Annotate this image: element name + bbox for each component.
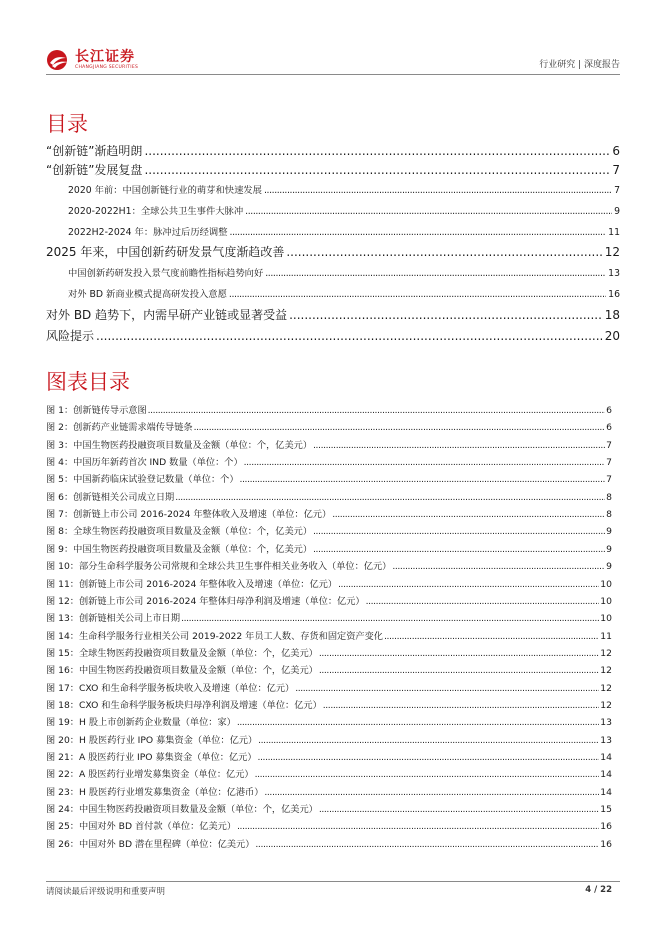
figure-entry-text: 图 16：中国生物医药投融资项目数量及金额（单位：个，亿美元） [46,665,318,677]
figure-entry-page: 9 [606,561,612,573]
toc-subentry[interactable] [68,182,620,196]
figure-list-entry[interactable] [46,645,612,659]
toc-entry-page: 12 [604,245,620,259]
figure-entry-page: 7 [606,439,612,451]
toc-entry-page: 13 [608,268,620,279]
logo-text-en: CHANGJIANG SECURITIES [75,64,139,70]
figures-list-title: 图表目录 [46,370,130,394]
toc-entry[interactable] [46,306,620,323]
toc-entry[interactable] [46,161,620,178]
figure-entry-page: 7 [606,457,612,469]
figure-entry-text: 图 12：创新链上市公司 2016-2024 年整体归母净利润及增速（单位：亿元） [46,595,365,607]
figure-entry-page: 14 [600,786,612,798]
logo-text-cn: 长江证券 [75,48,135,65]
figure-entry-page: 13 [600,734,612,746]
toc-entry-text: 2020 年前：中国创新链行业的萌芽和快速发展 [68,185,262,196]
report-category: 行业研究 | 深度报告 [539,60,620,70]
figure-list-entry[interactable] [46,489,612,503]
figure-list-entry[interactable] [46,662,612,676]
toc-entry-text: 对外 BD 新商业模式提高研发投入意愿 [68,289,227,300]
toc-entry-text: 2025 年来，中国创新药研发景气度渐趋改善 [46,245,285,259]
figure-list-entry[interactable] [46,454,612,468]
toc-entry-text: 2020-2022H1：全球公共卫生事件大脉冲 [68,206,244,217]
figure-entry-page: 6 [606,405,612,416]
toc-entry-text: 对外 BD 趋势下，内需早研产业链或显著受益 [46,308,288,322]
figure-list-entry[interactable] [46,402,612,416]
toc-entry-page: 11 [608,227,620,238]
figure-list-entry[interactable] [46,437,612,451]
disclaimer-note: 请阅读最后评级说明和重要声明 [46,887,166,897]
figure-list-entry[interactable] [46,749,612,763]
figure-entry-page: 12 [600,699,612,711]
figure-entry-text: 图 1：创新链传导示意图 [46,405,147,416]
figure-list-entry[interactable] [46,541,612,555]
figure-list-entry[interactable] [46,697,612,711]
header-divider [46,74,620,75]
figure-list-entry[interactable] [46,801,612,815]
figure-entry-text: 图 2：创新药产业链需求端传导链条 [46,422,193,434]
figure-entry-text: 图 10：部分生命科学服务公司常规和全球公共卫生事件相关业务收入（单位：亿元） [46,561,392,573]
figure-entry-text: 图 14：生命科学服务行业相关公司 2019-2022 年员工人数、存货和固定资产变化 [46,630,383,642]
figure-list-entry[interactable] [46,766,612,780]
toc-entry-page: 7 [614,185,620,196]
toc-entry-page: 9 [614,206,620,217]
figure-entry-text: 图 11：创新链上市公司 2016-2024 年整体收入及增速（单位：亿元） [46,578,338,590]
toc-subentry[interactable] [68,224,620,238]
figure-entry-page: 10 [600,578,612,590]
toc-entry-text: “创新链”发展复盘 [46,163,143,177]
toc-subentry[interactable] [68,265,620,279]
figure-list-entry[interactable] [46,818,612,832]
toc-title: 目录 [46,112,88,136]
toc-entry-page: 18 [604,308,620,322]
figure-entry-page: 9 [606,543,612,555]
toc-entry-page: 20 [604,329,620,343]
figure-entry-text: 图 22：A 股医药行业增发募集资金（单位：亿元） [46,769,254,781]
figure-entry-page: 9 [606,526,612,538]
figure-entry-text: 图 24：中国生物医药投融资项目数量及金额（单位：个，亿美元） [46,804,318,816]
figure-entry-page: 12 [600,682,612,694]
toc-entry[interactable] [46,142,620,159]
page-number: 4 / 22 [585,885,612,895]
figure-entry-page: 8 [606,509,612,521]
figure-entry-page: 14 [600,769,612,781]
toc-entry-text: 风险提示 [46,329,95,343]
figure-entry-text: 图 21：A 股医药行业 IPO 募集资金（单位：亿元） [46,752,257,763]
figure-entry-page: 10 [600,595,612,607]
figure-entry-page: 13 [600,717,612,729]
figure-list-entry[interactable] [46,732,612,746]
figure-list-entry[interactable] [46,523,612,537]
figure-entry-page: 16 [600,821,612,833]
company-logo [46,46,138,74]
figure-entry-text: 图 4：中国历年新药首次 IND 数量（单位：个） [46,457,243,469]
figure-entry-text: 图 5：中国新药临床试验登记数量（单位：个） [46,474,239,486]
figure-list-entry[interactable] [46,836,612,850]
figure-entry-page: 14 [600,752,612,763]
figure-entry-text: 图 25：中国对外 BD 首付款（单位：亿美元） [46,821,237,833]
toc-entry-page: 6 [612,144,620,158]
figure-list-entry[interactable] [46,593,612,607]
figure-entry-page: 15 [600,804,612,816]
figure-list-entry[interactable] [46,680,612,694]
figure-list-entry[interactable] [46,506,612,520]
toc-entry-text: 2022H2-2024 年：脉冲过后历经调整 [68,227,228,238]
figure-entry-text: 图 15：全球生物医药投融资项目数量及金额（单位：个，亿美元） [46,647,318,659]
toc-subentry[interactable] [68,286,620,300]
figure-entry-text: 图 6：创新链相关公司成立日期 [46,491,175,503]
figure-entry-text: 图 20：H 股医药行业 IPO 募集资金（单位：亿元） [46,734,258,746]
figure-entry-text: 图 9：中国生物医药投融资项目数量及金额（单位：个，亿美元） [46,543,313,555]
figure-entry-page: 16 [600,838,612,850]
toc-entry-text: 中国创新药研发投入景气度前瞻性指标趋势向好 [68,268,264,279]
toc-entry-page: 7 [612,163,620,177]
figure-list-entry[interactable] [46,610,612,624]
figure-entry-page: 6 [606,422,612,434]
figure-entry-text: 图 8：全球生物医药投融资项目数量及金额（单位：个，亿美元） [46,526,313,538]
figure-entry-text: 图 26：中国对外 BD 潜在里程碑（单位：亿美元） [46,838,255,850]
figure-entry-text: 图 18：CXO 和生命科学服务板块归母净利润及增速（单位：亿元） [46,699,322,711]
figure-entry-text: 图 7：创新链上市公司 2016-2024 年整体收入及增速（单位：亿元） [46,509,332,521]
figure-entry-text: 图 23：H 股医药行业增发募集资金（单位：亿港币） [46,786,264,798]
page-header [46,46,620,74]
logo-mark-icon [46,49,72,71]
footer-divider [46,881,620,882]
figure-entry-page: 11 [600,630,612,642]
figure-list-entry[interactable] [46,419,612,433]
toc-entry-text: “创新链”渐趋明朗 [46,144,143,158]
figure-list-entry[interactable] [46,471,612,485]
toc-subentry[interactable] [68,203,620,217]
figure-entry-text: 图 17：CXO 和生命科学服务板块收入及增速（单位：亿元） [46,682,295,694]
figure-list-entry[interactable] [46,628,612,642]
figure-list-entry[interactable] [46,714,612,728]
toc-entry[interactable] [46,243,620,260]
figure-entry-page: 8 [606,491,612,503]
figure-list-entry[interactable] [46,784,612,798]
figure-entry-page: 7 [606,474,612,486]
figure-entry-page: 10 [600,613,612,625]
figure-entry-page: 12 [600,647,612,659]
figure-entry-text: 图 3：中国生物医药投融资项目数量及金额（单位：个，亿美元） [46,439,313,451]
figure-list-entry[interactable] [46,576,612,590]
toc-entry-page: 16 [608,289,620,300]
figure-entry-page: 12 [600,665,612,677]
toc-entry[interactable] [46,327,620,344]
figure-list-entry[interactable] [46,558,612,572]
figure-entry-text: 图 19：H 股上市创新药企业数量（单位：家） [46,717,236,729]
figure-entry-text: 图 13：创新链相关公司上市日期 [46,613,181,625]
